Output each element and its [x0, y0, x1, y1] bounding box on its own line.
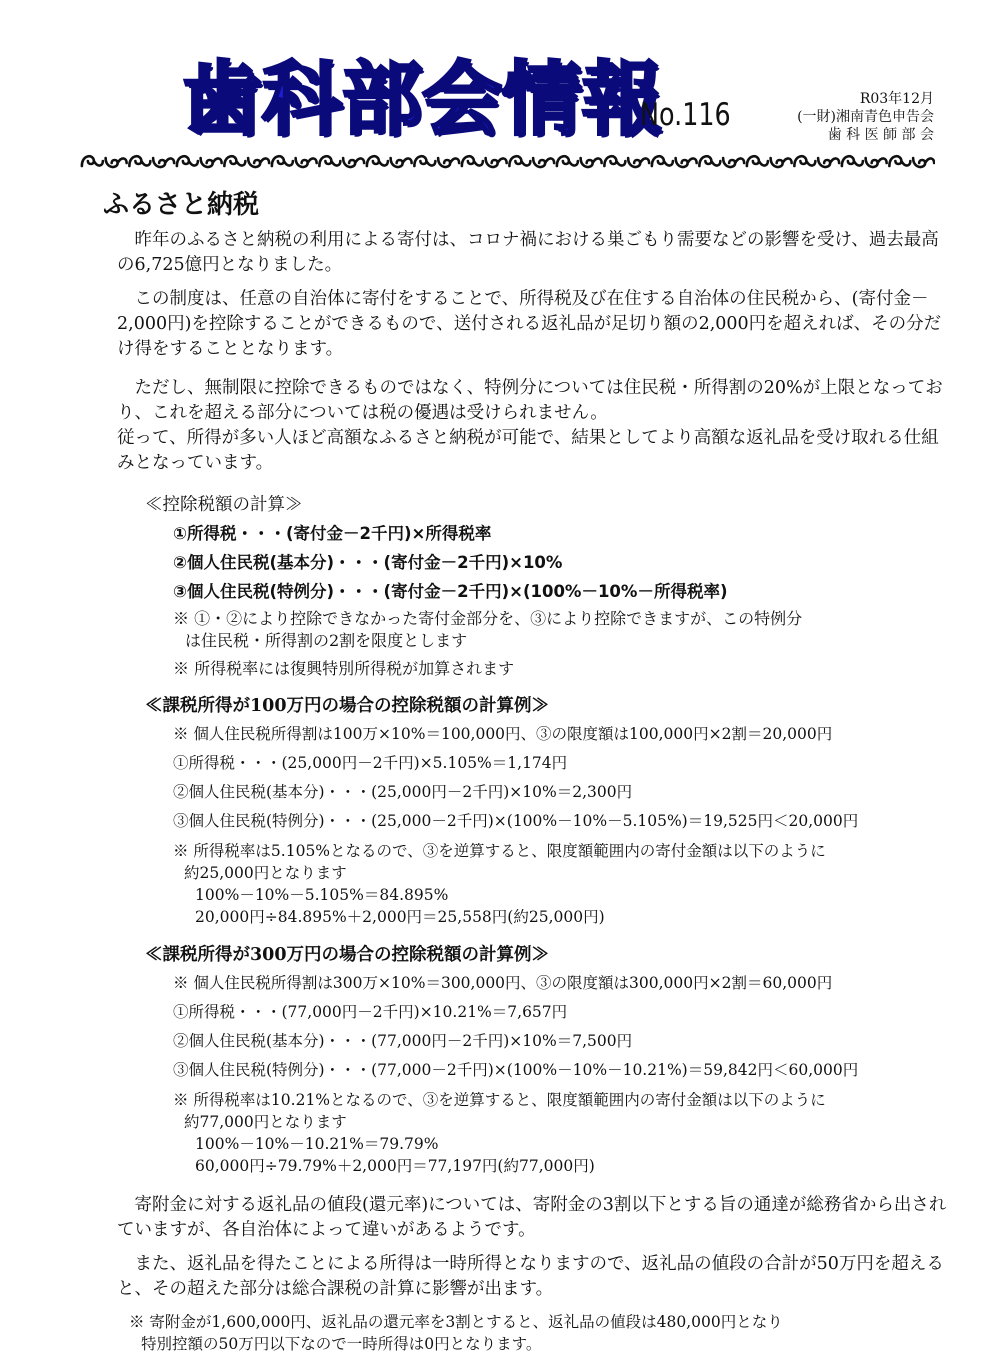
swirl-ornament: [533, 158, 554, 167]
swirl-ornament: [747, 156, 768, 166]
ornament-divider: [80, 152, 935, 172]
swirl-ornament: [177, 156, 198, 166]
swirl-ornament: [391, 158, 412, 167]
example1-heading: ≪課税所得が100万円の場合の控除税額の計算例≫: [145, 696, 550, 716]
closing-note-line2: 特別控額の50万円以下なので一時所得は0円となります。: [141, 1335, 542, 1353]
swirl-ornament: [557, 156, 578, 166]
swirl-ornament: [842, 156, 863, 166]
swirl-ornament: [106, 158, 127, 167]
swirl-ornament: [866, 158, 887, 167]
formula-resident-tax-basic: ②個人住民税(基本分)・・・(寄付金－2千円)×10%: [173, 553, 563, 572]
swirl-ornament: [913, 158, 934, 167]
swirl-ornament: [652, 156, 673, 166]
swirl-ornament: [319, 156, 340, 166]
swirl-ornament: [699, 156, 720, 166]
issue-date: R03年12月: [859, 91, 934, 107]
organization-name: (一財)湘南青色申告会: [797, 109, 934, 125]
example1-income-tax: ①所得税・・・(25,000円－2千円)×5.105%＝1,174円: [173, 754, 568, 772]
swirl-ornament: [129, 156, 150, 166]
example2-heading: ≪課税所得が300万円の場合の控除税額の計算例≫: [145, 945, 550, 965]
example2-resident-basic: ②個人住民税(基本分)・・・(77,000円－2千円)×10%＝7,500円: [173, 1032, 633, 1050]
paragraph-high-income: 従って、所得が多い人ほど高額なふるさと納税が可能で、結果としてより高額な返礼品を受け取れる仕組みとなっています。: [117, 428, 939, 473]
issue-number: No.116: [640, 97, 731, 133]
swirl-ornament: [201, 158, 222, 167]
paragraph-system-overview: この制度は、任意の自治体に寄付をすることで、所得税及び在住する自治体の住民税から、(寄付金－2,000円)を控除することができるもので、送付される返礼品が足切り額の2,000円を超えれば、その分だけ得をすることとなります。: [117, 289, 942, 359]
department-name: 歯 科 医 師 部 会: [827, 127, 934, 143]
swirl-ornament: [367, 156, 388, 166]
formula-resident-tax-special: ③個人住民税(特例分)・・・(寄付金－2千円)×(100%－10%－所得税率): [173, 582, 728, 601]
swirl-ornament: [581, 158, 602, 167]
calc-heading: ≪控除税額の計算≫: [145, 495, 303, 515]
swirl-ornament: [296, 158, 317, 167]
swirl-ornament: [794, 156, 815, 166]
calc-note-limit: [173, 608, 952, 652]
example1-resident-special: ③個人住民税(特例分)・・・(25,000－2千円)×(100%－10%－5.105%)＝19,525円＜20,000円: [173, 812, 859, 830]
example2-resident-special: ③個人住民税(特例分)・・・(77,000－2千円)×(100%－10%－10.21%)＝59,842円＜60,000円: [173, 1061, 859, 1079]
example2-reverse-note-line1: ※ 所得税率は10.21%となるので、③を逆算すると、限度額範囲内の寄付金額は以下のように: [173, 1091, 826, 1109]
example1-resident-basic: ②個人住民税(基本分)・・・(25,000円－2千円)×10%＝2,300円: [173, 783, 633, 801]
swirl-ornament: [604, 156, 625, 166]
example2-calc-amount: 60,000円÷79.79%＋2,000円＝77,197円(約77,000円): [195, 1157, 595, 1175]
swirl-ornament: [272, 156, 293, 166]
swirl-ornament: [414, 156, 435, 166]
swirl-ornament: [818, 158, 839, 167]
swirl-ornament: [82, 156, 103, 166]
example1-reverse-calc-note: [173, 840, 952, 928]
example1-note: ※ 個人住民税所得割は100万×10%＝100,000円、③の限度額は100,000円×2割＝20,000円: [173, 725, 833, 743]
paragraph-return-rate: 寄附金に対する返礼品の値段(還元率)については、寄附金の3割以下とする旨の通達が総務省から出されていますが、各自治体によって違いがあるようです。: [117, 1195, 947, 1240]
calc-note-reconstruction-tax: ※ 所得税率には復興特別所得税が加算されます: [173, 659, 515, 678]
issuer-block: [797, 90, 934, 144]
newsletter-title: 歯科部会情報: [182, 53, 662, 146]
section-title: ふるさと納税: [103, 190, 260, 220]
example2-reverse-note-line2: 約77,000円となります: [184, 1113, 347, 1131]
example2-income-tax: ①所得税・・・(77,000円－2千円)×10.21%＝7,657円: [173, 1003, 568, 1021]
swirl-ornament: [509, 156, 530, 166]
example1-reverse-note-line2: 約25,000円となります: [184, 864, 347, 882]
formula-income-tax: ①所得税・・・(寄付金－2千円)×所得税率: [173, 524, 492, 543]
swirl-ornament: [224, 156, 245, 166]
example2-note: ※ 個人住民税所得割は300万×10%＝300,000円、③の限度額は300,000円×2割＝60,000円: [173, 974, 833, 992]
example1-calc-rate: 100%－10%－5.105%＝84.895%: [195, 886, 449, 904]
swirl-ornament: [486, 158, 507, 167]
swirl-ornament: [771, 158, 792, 167]
article-body: [117, 228, 952, 1355]
swirl-ornament: [676, 158, 697, 167]
swirl-ornament: [153, 158, 174, 167]
closing-note: [129, 1311, 952, 1355]
swirl-ornament: [628, 158, 649, 167]
paragraph-temporary-income: また、返礼品を得たことによる所得は一時所得となりますので、返礼品の値段の合計が50万円を超えると、その超えた部分は総合課税の計算に影響が出ます。: [117, 1254, 944, 1299]
calc-note-limit-line2: は住民税・所得割の2割を限度とします: [185, 631, 468, 650]
swirl-ornament: [438, 158, 459, 167]
swirl-ornament: [462, 156, 483, 166]
example1-reverse-note-line1: ※ 所得税率は5.105%となるので、③を逆算すると、限度額範囲内の寄付金額は以下のように: [173, 842, 826, 860]
example2-calc-rate: 100%－10%－10.21%＝79.79%: [195, 1135, 439, 1153]
swirl-ornament: [723, 158, 744, 167]
paragraph-record-donations: 昨年のふるさと納税の利用による寄付は、コロナ禍における巣ごもり需要などの影響を受け、過去最高の6,725億円となりました。: [117, 230, 939, 275]
swirl-ornament: [248, 158, 269, 167]
swirl-ornament: [889, 156, 910, 166]
swirl-ornament: [343, 158, 364, 167]
example2-reverse-calc-note: [173, 1089, 952, 1177]
example1-calc-amount: 20,000円÷84.895%＋2,000円＝25,558円(約25,000円): [195, 908, 605, 926]
closing-note-line1: ※ 寄附金が1,600,000円、返礼品の還元率を3割とすると、返礼品の値段は480,000円となり: [129, 1313, 783, 1331]
calc-note-limit-line1: ※ ①・②により控除できなかった寄付金部分を、③により控除できますが、この特例分: [173, 609, 803, 628]
paragraph-limit: ただし、無制限に控除できるものではなく、特例分については住民税・所得割の20%が上限となっており、これを超える部分については税の優遇は受けられません。: [117, 378, 943, 423]
